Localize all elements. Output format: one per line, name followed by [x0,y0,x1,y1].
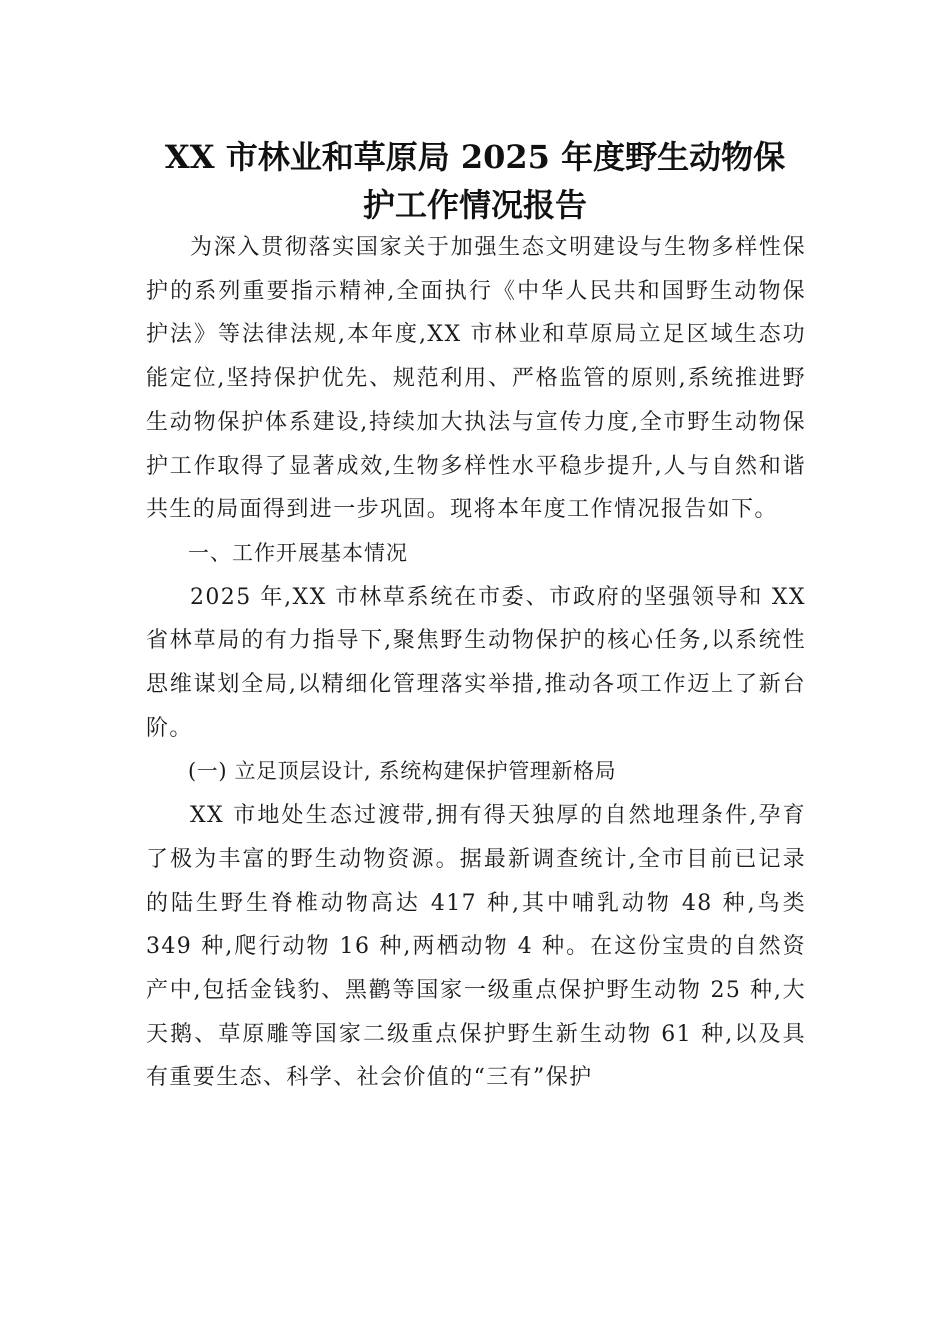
title-line-2: 护工作情况报告 [362,186,587,225]
document-body [146,226,806,1100]
subsection-heading: (一) 立足顶层设计, 系统构建保护管理新格局 [188,759,617,784]
subsection-paragraph: XX 市地处生态过渡带,拥有得天独厚的自然地理条件,孕育了极为丰富的野生动物资源。据最新调查统计,全市目前已记录的陆生野生脊椎动物高达 417 种,其中哺乳动物 48 种,鸟类 349 种,爬行动物 16 种,两栖动物 4 种。在这份宝贵的自然资产中,包括金钱豹、黑鹳等国家一级重点保护野生动物 25 种,大天鹅、草原雕等国家二级重点保护野生新生动物 61 种,以及具有重要生态、科学、社会价值的“三有”保护 [146,803,806,1091]
section-heading: 一、工作开展基本情况 [188,540,408,565]
section-paragraph: 2025 年,XX 市林草系统在市委、市政府的坚强领导和 XX 省林草局的有力指导下,聚焦野生动物保护的核心任务,以系统性思维谋划全局,以精细化管理落实举措,推动各项工作迈上了新台阶。 [146,584,806,741]
title-line-1: XX 市林业和草原局 2025 年度野生动物保 [164,138,786,177]
intro-paragraph: 为深入贯彻落实国家关于加强生态文明建设与生物多样性保护的系列重要指示精神,全面执行《中华人民共和国野生动物保护法》等法律法规,本年度,XX 市林业和草原局立足区域生态功能定位,坚持保护优先、规范利用、严格监管的原则,系统推进野生动物保护体系建设,持续加大执法与宣传力度,全市野生动物保护工作取得了显著成效,生物多样性水平稳步提升,人与自然和谐共生的局面得到进一步巩固。现将本年度工作情况报告如下。 [146,235,806,523]
document-title [120,133,830,229]
